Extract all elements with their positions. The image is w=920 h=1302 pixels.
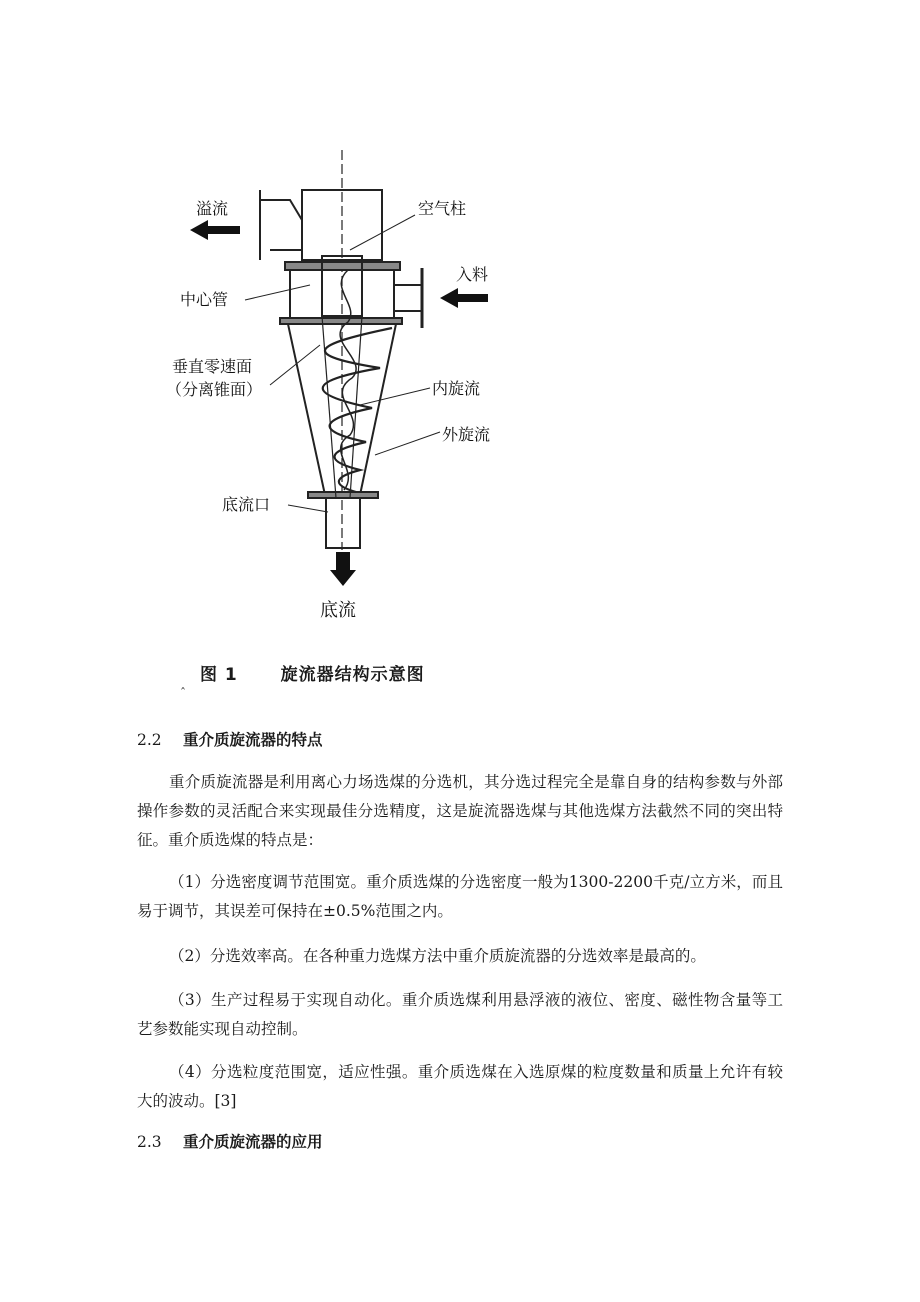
paragraph-item-4 bbox=[137, 1058, 783, 1116]
label-outer-vortex: 外旋流 bbox=[442, 425, 491, 444]
overflow-arrow-icon bbox=[190, 220, 240, 240]
label-center-pipe: 中心管 bbox=[180, 290, 229, 309]
leader-underflow-port bbox=[288, 505, 328, 512]
feed-inlet bbox=[394, 285, 422, 311]
section-heading-2-3 bbox=[137, 1130, 323, 1152]
label-underflow: 底流 bbox=[320, 600, 356, 621]
cyclone-diagram bbox=[160, 150, 520, 630]
paragraph-text: （4）分选粒度范围宽，适应性强。重介质选煤在入选原煤的粒度数量和质量上允许有较大的波动。[3] bbox=[137, 1063, 783, 1110]
paragraph-item-1 bbox=[137, 868, 783, 926]
paragraph-intro bbox=[137, 768, 783, 855]
paragraph-text: （1）分选密度调节范围宽。重介质选煤的分选密度一般为1300-2200千克/立方米，而且易于调节，其误差可保持在±0.5%范围之内。 bbox=[137, 873, 783, 920]
overflow-pipe bbox=[260, 200, 302, 250]
section-number: 2.2 bbox=[137, 731, 162, 749]
leader-outer-vortex bbox=[375, 432, 440, 455]
middle-flange bbox=[280, 318, 402, 324]
section-title: 重介质旋流器的特点 bbox=[183, 730, 323, 749]
figure-number: 图 1 bbox=[200, 665, 238, 685]
label-zero-speed-line1: 垂直零速面 bbox=[172, 357, 253, 376]
label-feed: 入料 bbox=[456, 265, 489, 284]
leader-inner-vortex bbox=[360, 388, 430, 405]
label-overflow: 溢流 bbox=[196, 199, 229, 218]
figure-caption bbox=[200, 660, 425, 685]
paragraph-text: （2）分选效率高。在各种重力选煤方法中重介质旋流器的分选效率是最高的。 bbox=[169, 947, 706, 965]
label-inner-vortex: 内旋流 bbox=[432, 379, 481, 398]
leader-center-pipe bbox=[245, 285, 310, 300]
cone-left bbox=[288, 324, 325, 495]
paragraph-text: 重介质旋流器是利用离心力场选煤的分选机，其分选过程完全是靠自身的结构参数与外部操作参数的灵活配合来实现最佳分选精度，这是旋流器选煤与其他选煤方法截然不同的突出特征。重介质选煤的特点是： bbox=[137, 773, 783, 849]
section-heading-2-2 bbox=[137, 728, 323, 750]
stray-mark: ˆ bbox=[180, 686, 186, 700]
underflow-arrow-icon bbox=[330, 552, 356, 586]
paragraph-item-3 bbox=[137, 986, 783, 1044]
label-air-column: 空气柱 bbox=[418, 199, 467, 218]
paragraph-text: （3）生产过程易于实现自动化。重介质选煤利用悬浮液的液位、密度、磁性物含量等工艺参数能实现自动控制。 bbox=[137, 991, 783, 1038]
paragraph-item-2 bbox=[137, 942, 783, 971]
leader-zero-speed bbox=[270, 345, 320, 385]
top-flange bbox=[285, 262, 400, 270]
apex-spigot bbox=[326, 498, 360, 548]
label-zero-speed-line2: （分离锥面） bbox=[166, 380, 263, 399]
section-number: 2.3 bbox=[137, 1133, 162, 1151]
figure-title: 旋流器结构示意图 bbox=[280, 665, 425, 685]
section-title: 重介质旋流器的应用 bbox=[183, 1132, 323, 1151]
label-underflow-port: 底流口 bbox=[222, 495, 271, 514]
cyclone-structure-drawing bbox=[160, 150, 520, 630]
feed-arrow-icon bbox=[440, 288, 488, 308]
